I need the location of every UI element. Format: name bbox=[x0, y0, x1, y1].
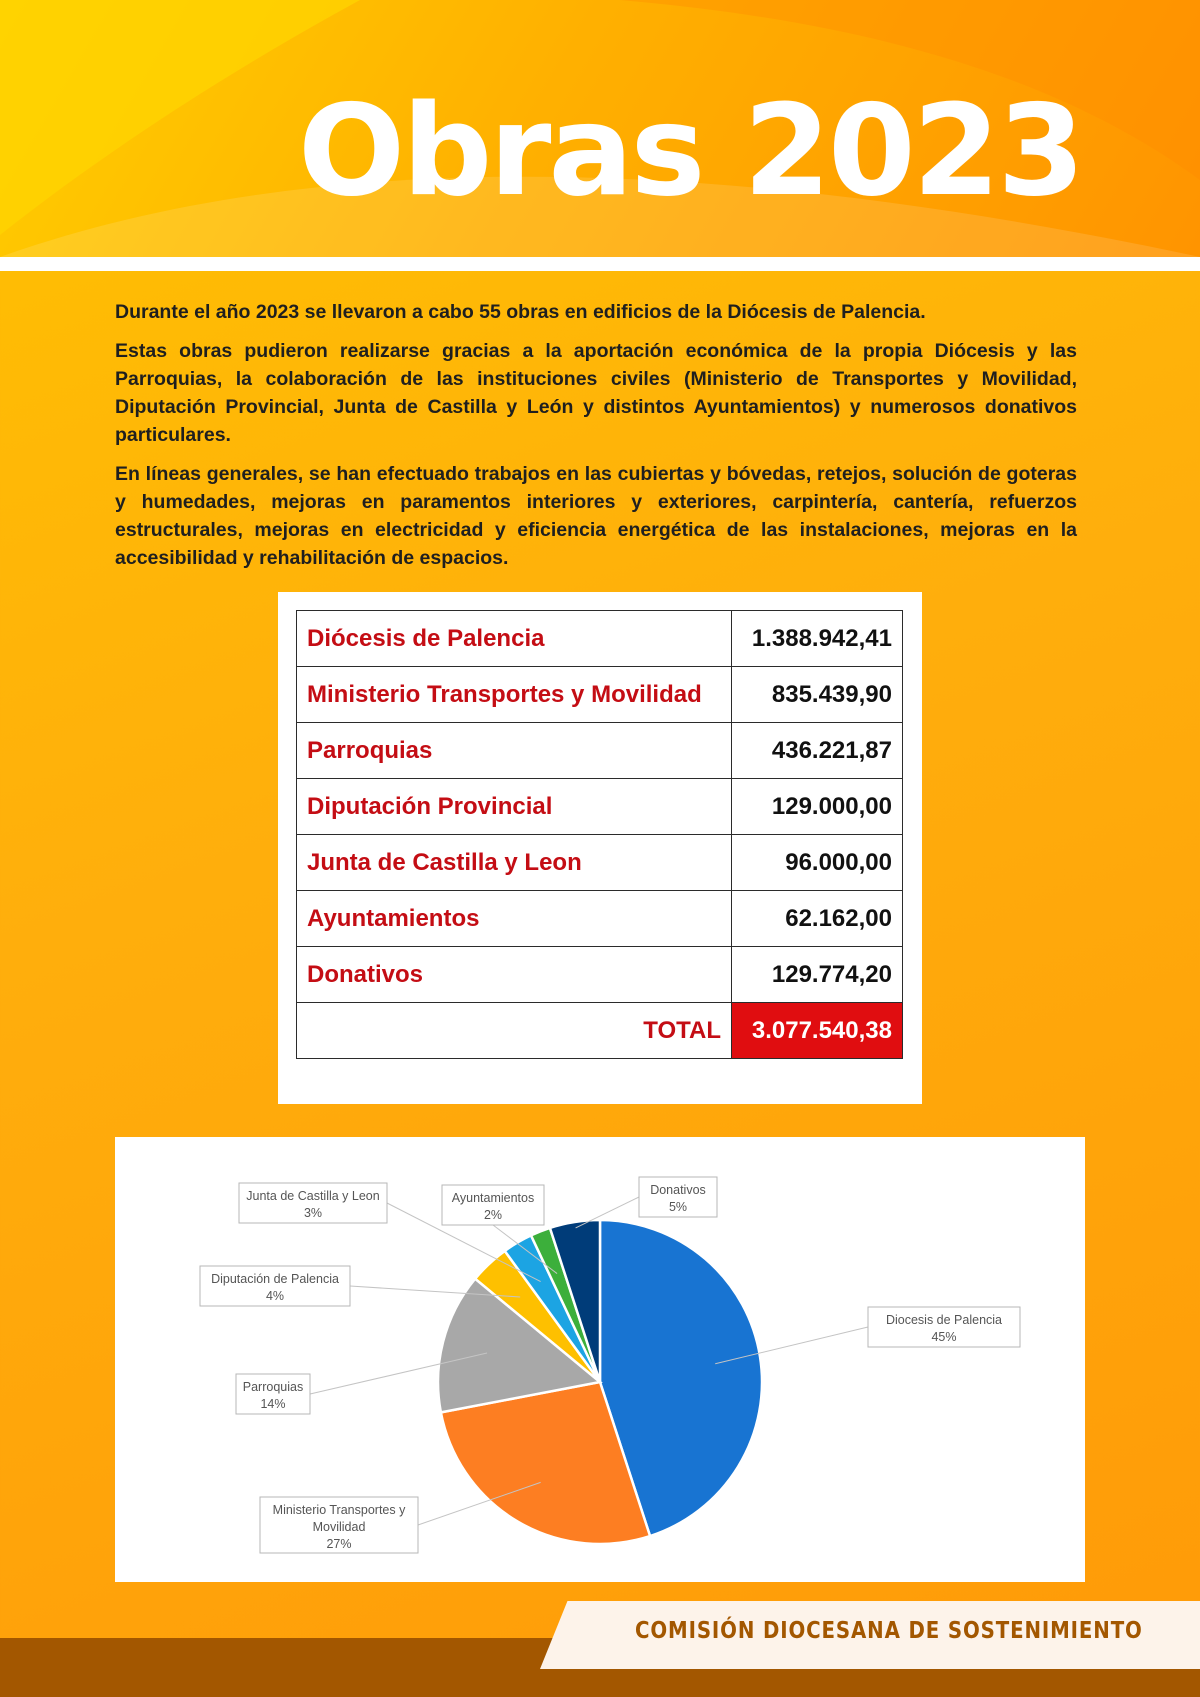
funder-amount: 1.388.942,41 bbox=[732, 611, 903, 667]
table-row bbox=[297, 835, 903, 891]
table-row bbox=[297, 891, 903, 947]
funder-label: Junta de Castilla y Leon bbox=[297, 835, 732, 891]
slice-label: Movilidad bbox=[312, 1520, 366, 1534]
intro-text bbox=[115, 298, 1077, 583]
footer-text: COMISIÓN DIOCESANA DE SOSTENIMIENTO bbox=[635, 1618, 1143, 1644]
header-divider bbox=[0, 257, 1200, 271]
funding-table-card bbox=[278, 592, 922, 1104]
slice-label: Parroquias bbox=[242, 1380, 304, 1394]
funder-amount: 96.000,00 bbox=[732, 835, 903, 891]
slice-percent-label: 45% bbox=[931, 1330, 957, 1344]
slice-percent-label: 2% bbox=[483, 1208, 503, 1222]
pie-chart bbox=[115, 1137, 1085, 1582]
table-row bbox=[297, 667, 903, 723]
slice-label: Diocesis de Palencia bbox=[885, 1313, 1003, 1327]
slice-label: Ayuntamientos bbox=[451, 1191, 535, 1205]
funder-amount: 436.221,87 bbox=[732, 723, 903, 779]
slice-label: Junta de Castilla y Leon bbox=[246, 1189, 380, 1203]
funder-label: Ministerio Transportes y Movilidad bbox=[297, 667, 732, 723]
funder-label: Ayuntamientos bbox=[297, 891, 732, 947]
slice-percent-label: 27% bbox=[326, 1537, 352, 1551]
table-row bbox=[297, 723, 903, 779]
slice-percent-label: 14% bbox=[260, 1397, 286, 1411]
funder-amount: 129.774,20 bbox=[732, 947, 903, 1003]
funder-label: Diputación Provincial bbox=[297, 779, 732, 835]
slice-label: Donativos bbox=[650, 1183, 706, 1197]
funder-amount: 62.162,00 bbox=[732, 891, 903, 947]
slice-label: Ministerio Transportes y bbox=[272, 1503, 406, 1517]
funder-amount: 129.000,00 bbox=[732, 779, 903, 835]
funder-label: Diócesis de Palencia bbox=[297, 611, 732, 667]
header-banner bbox=[0, 0, 1200, 257]
total-amount: 3.077.540,38 bbox=[732, 1003, 903, 1059]
table-row bbox=[297, 611, 903, 667]
intro-paragraph: Estas obras pudieron realizarse gracias a la aportación económica de la propia Diócesis y las Parroquias, la colaboración de las instituciones civiles (Ministerio de Transportes y Movilidad, Diputación Provincial, Junta de Castilla y León y distintos Ayuntamientos) y numerosos donativos particulares. bbox=[115, 340, 1077, 446]
total-label: TOTAL bbox=[297, 1003, 732, 1059]
funding-table bbox=[296, 610, 903, 1059]
intro-paragraph: Durante el año 2023 se llevaron a cabo 55 obras en edificios de la Diócesis de Palencia. bbox=[115, 301, 926, 323]
slice-label: Diputación de Palencia bbox=[211, 1272, 339, 1286]
table-row bbox=[297, 779, 903, 835]
slice-percent-label: 4% bbox=[265, 1289, 285, 1303]
intro-paragraph: En líneas generales, se han efectuado trabajos en las cubiertas y bóvedas, retejos, solución de goteras y humedades, mejoras en paramentos interiores y exteriores, carpintería, cantería, refuerzos estructurales, mejoras en electricidad y eficiencia energética de las instalaciones, mejoras en la accesibilidad y rehabilitación de espacios. bbox=[115, 463, 1077, 569]
slice-percent-label: 5% bbox=[668, 1200, 688, 1214]
total-row bbox=[297, 1003, 903, 1059]
page-title: Obras 2023 bbox=[297, 77, 1082, 224]
table-row bbox=[297, 947, 903, 1003]
funder-label: Donativos bbox=[297, 947, 732, 1003]
funder-amount: 835.439,90 bbox=[732, 667, 903, 723]
slice-percent-label: 3% bbox=[303, 1206, 323, 1220]
funder-label: Parroquias bbox=[297, 723, 732, 779]
pie-chart-card bbox=[115, 1137, 1085, 1582]
